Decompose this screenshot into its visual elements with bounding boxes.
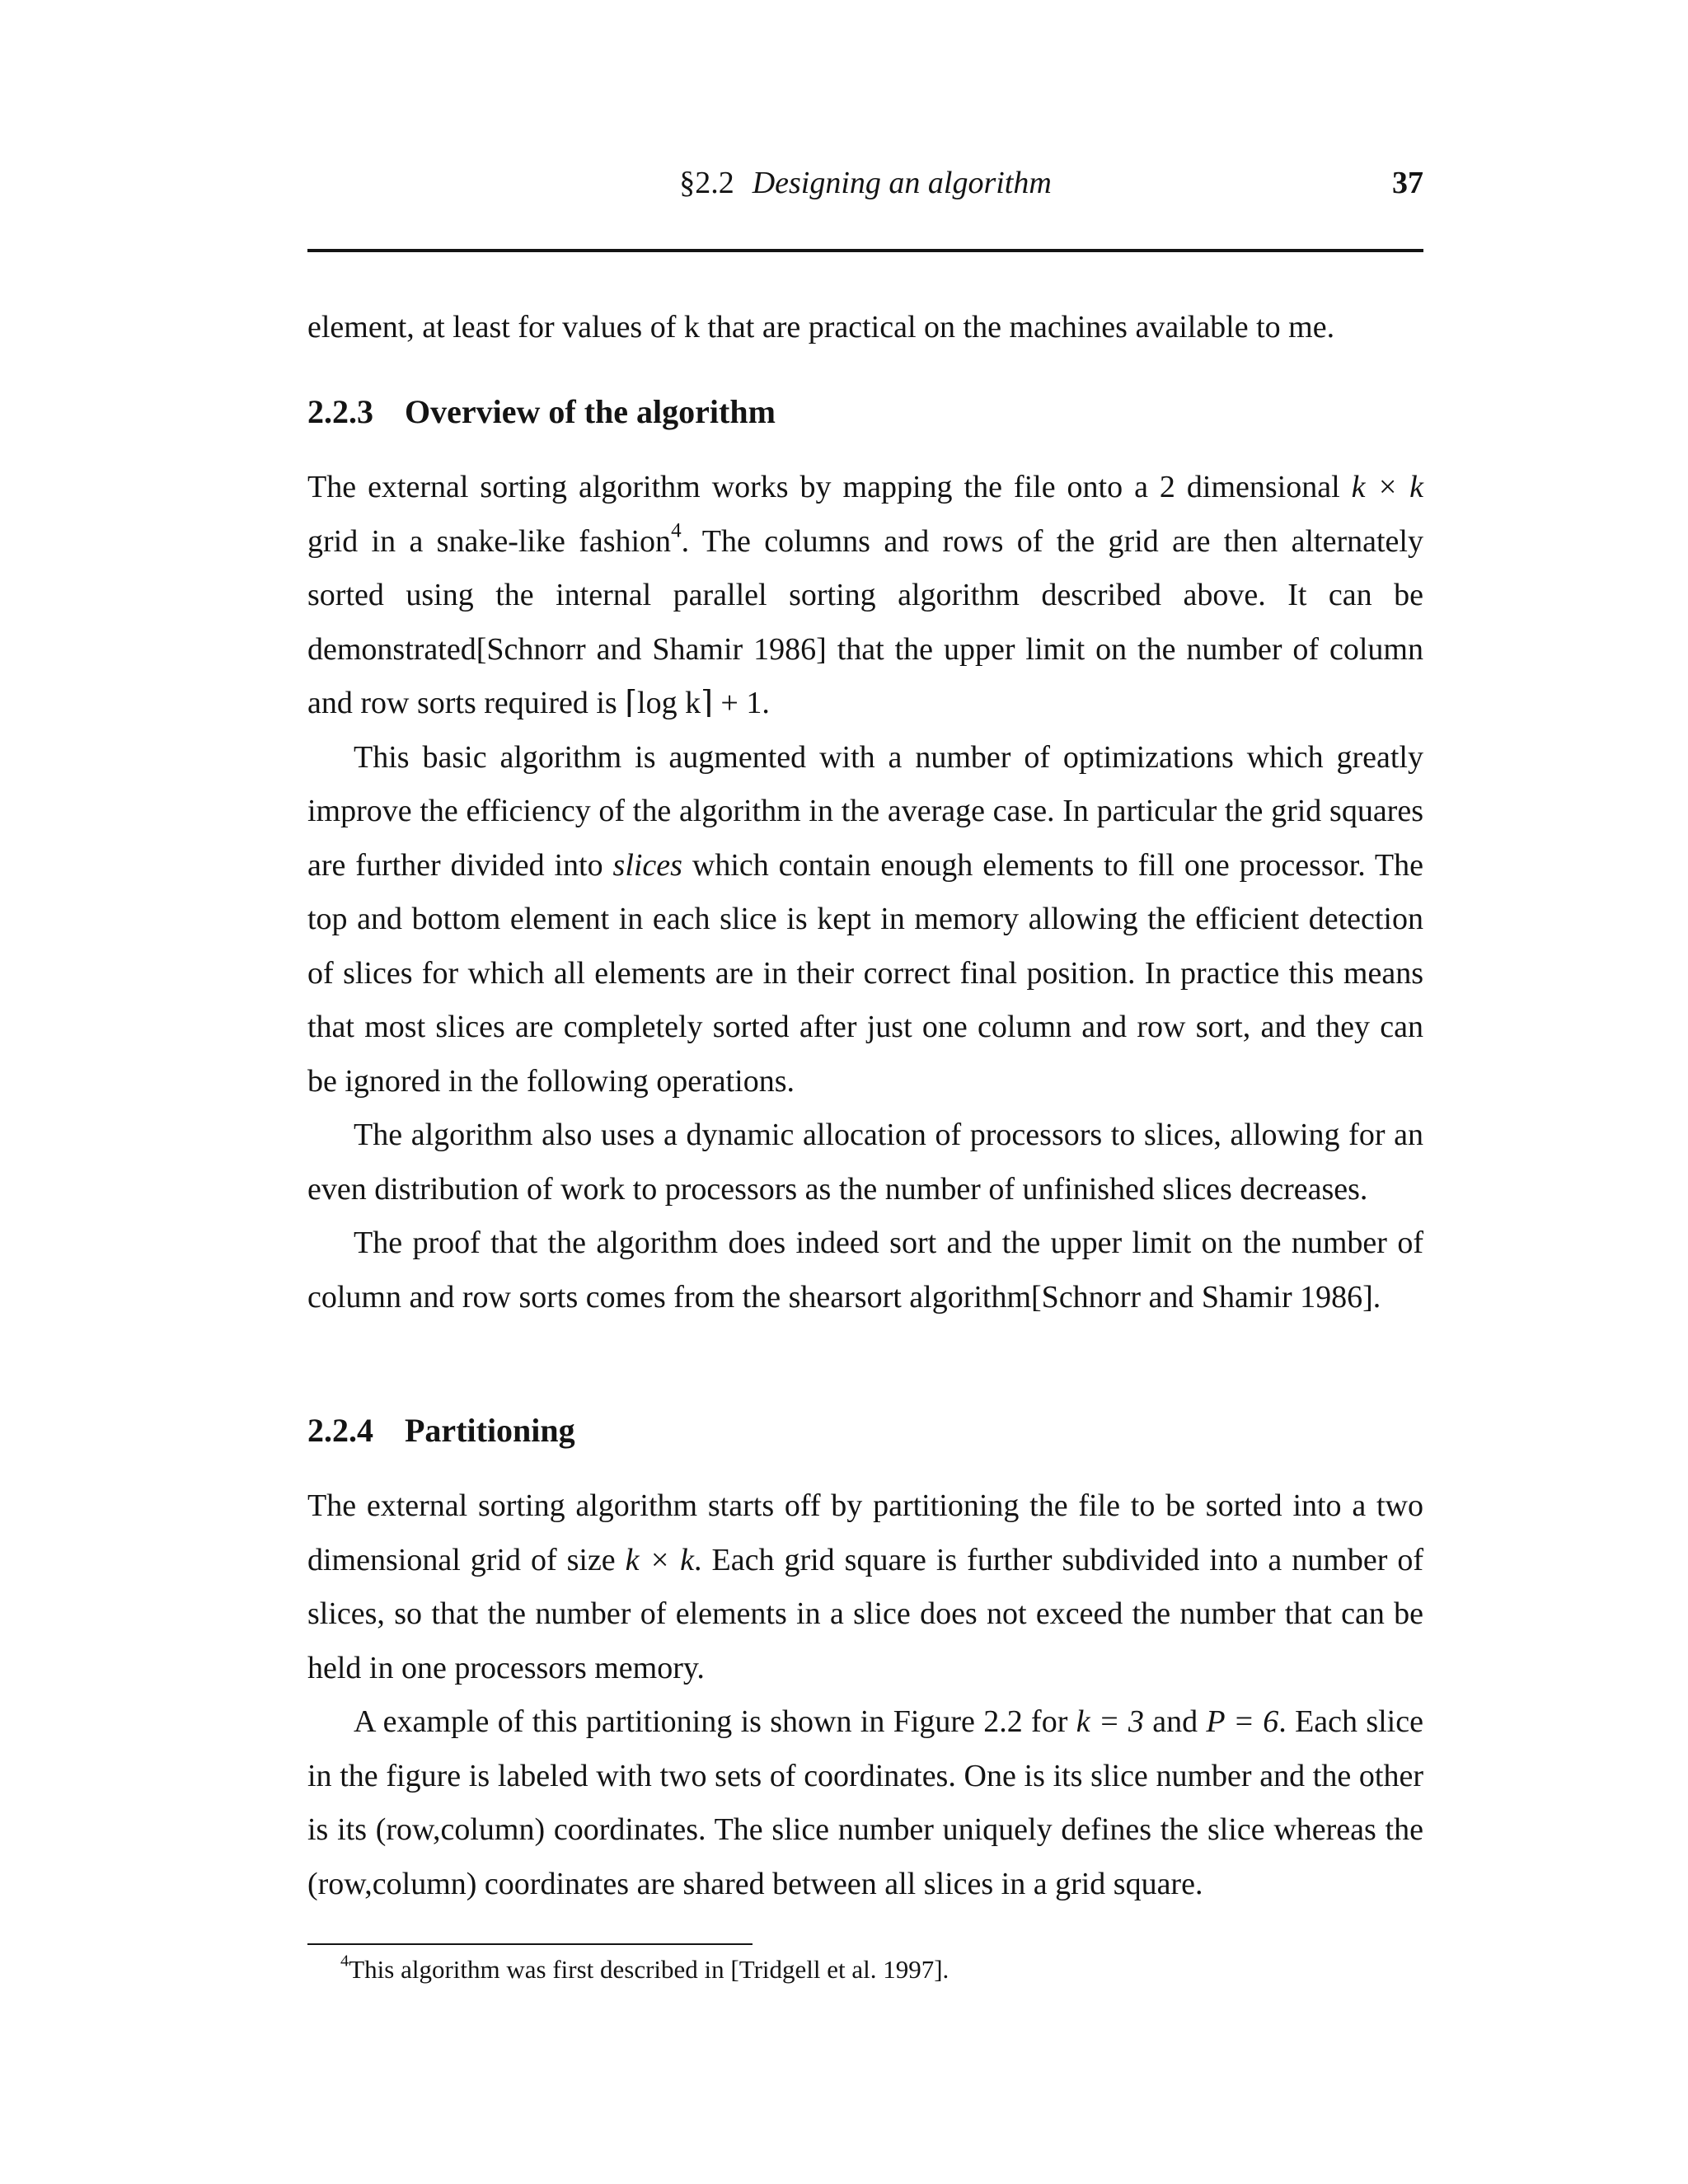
header-section-title: Designing an algorithm [752,166,1052,200]
paragraph [307,461,1423,731]
header-section-number: §2.2 [679,166,734,200]
text-run: which contain enough elements to fill one processor. The top and bottom element in each slice is kept in memory allowing the efficient detection of slices for which all elements are in their correct final position. In practice this means that most slices are completely sorted after just one column and row sort, and they can be ignored in the following operations. [307,847,1423,1099]
paragraph [307,1479,1423,1695]
paragraph: The algorithm also uses a dynamic allocation of processors to slices, allowing for an even distribution of work to processors as the number of unfinished slices decreases. [307,1118,1423,1207]
text-run: The external sorting algorithm works by mapping the file onto a 2 dimensional [307,470,1352,504]
intro-line: element, at least for values of k that are practical on the machines available to me. [307,310,1335,344]
intro-paragraph [307,301,1423,355]
paragraph [307,731,1423,1109]
section-2-2-4-body [307,1479,1423,1911]
paragraph [307,1695,1423,1911]
text-run: . Each grid square is further subdivided into a number of slices, so that the number of elements in a slice does not exceed the number that can be held in one processors memory. [307,1542,1423,1685]
section-title: Partitioning [405,1412,575,1449]
footnote-text: This algorithm was first described in [Tridgell et al. 1997]. [349,1955,950,1984]
paragraph: The proof that the algorithm does indeed sort and the upper limit on the number of column and row sorts comes from the shearsort algorithm[Schnorr and Shamir 1986]. [307,1226,1423,1315]
footnote-mark: 4 [340,1952,349,1971]
math-k-times-k: k × k [625,1542,695,1577]
footnote [340,1953,949,1986]
text-run: The external sorting algorithm starts off by partitioning the file to be sorted into a two dimensional grid of size [307,1488,1423,1577]
text-run: A example of this partitioning is shown in Figure 2.2 for [354,1704,1076,1739]
text-run: . Each slice in the figure is labeled with two sets of coordinates. One is its slice number and the other is its (row,column) coordinates. The slice number uniquely defines the slice whereas the (row,column) coordinates are shared between all slices in a grid square. [307,1704,1423,1901]
text-run: . [762,686,770,720]
text-run: grid in a snake-like fashion [307,523,672,559]
section-heading-2-2-4 [307,1414,575,1447]
math-p-equals-6: P = 6 [1206,1704,1279,1739]
math-k-equals-3: k = 3 [1076,1704,1144,1739]
text-run: This basic algorithm is augmented with a number of optimizations which greatly improve the efficiency of the algorithm in the average case. In particular the grid squares are further divided into [307,739,1423,883]
emphasis-slices: slices [612,847,682,883]
header-rule [307,249,1423,252]
header-section [307,165,1423,201]
section-heading-2-2-3 [307,393,776,430]
page-number: 37 [1392,166,1423,200]
running-header [307,165,1423,214]
section-title: Overview of the algorithm [405,393,776,430]
text-run: and [1143,1704,1207,1739]
section-2-2-3-body [307,461,1423,1324]
section-number: 2.2.4 [307,1412,373,1449]
text-run: . The columns and rows of the grid are then alternately sorted using the internal parallel sorting algorithm described above. It can be demonstrated[Schnorr and Shamir 1986] that the upper limit on the number of column and row sorts required is [307,523,1423,720]
section-number: 2.2.3 [307,393,373,430]
math-k-times-k: k × k [1351,470,1423,504]
footnote-mark[interactable]: 4 [671,518,682,541]
math-ceil-log-k: ⌈log k⌉ + 1 [625,686,762,720]
footnote-rule [307,1943,753,1945]
